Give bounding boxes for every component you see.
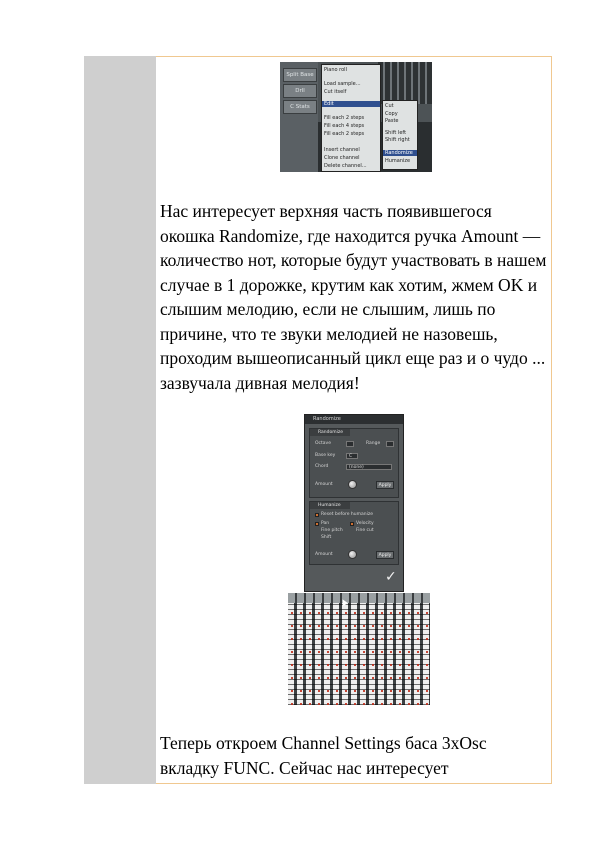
check-label: Shift [321, 535, 332, 540]
octave-label: Octave [315, 441, 331, 446]
panel-header: Humanize [310, 502, 350, 509]
menu-item: Piano roll [324, 67, 347, 73]
basekey-field: C [346, 453, 358, 459]
menu-item: Fill each 2 steps [324, 131, 365, 137]
chord-field: (none) [346, 464, 392, 470]
submenu-item-highlighted: Randomize [383, 150, 417, 156]
menu-item: Insert channel [324, 147, 360, 153]
amount-knob-icon [348, 550, 357, 559]
octave-field [346, 441, 354, 447]
submenu-item: Shift right [385, 137, 410, 143]
submenu-item: Cut [385, 103, 394, 109]
submenu-item: Shift left [385, 130, 407, 136]
menu-item: Fill each 4 steps [324, 123, 365, 129]
menu-item: Clone channel [324, 155, 360, 161]
panel-header: Randomize [310, 429, 350, 436]
step-grid [378, 62, 432, 104]
check-label: Fine pitch [321, 528, 343, 533]
dialog-title: Randomize [305, 415, 403, 424]
menu-screenshot [280, 62, 432, 172]
range-label: Range [366, 441, 381, 446]
piano-roll-screenshot [288, 593, 430, 705]
amount-label: Amount [315, 482, 333, 487]
submenu-item: Humanize [385, 158, 411, 164]
menu-item: Delete channel... [324, 163, 367, 169]
channel-button: Drll [283, 84, 317, 98]
amount-label: Amount [315, 552, 333, 557]
menu-item: Fill each 2 steps [324, 115, 365, 121]
channel-header-strip [288, 593, 430, 603]
channel-button: Split Base [283, 68, 317, 82]
submenu-item: Copy [385, 111, 398, 117]
checkbox-icon [350, 522, 354, 526]
context-menu [321, 64, 381, 172]
amount-knob-icon [348, 480, 357, 489]
menu-item: Cut itself [324, 89, 347, 95]
check-label: Pan [321, 521, 330, 526]
range-field [386, 441, 394, 447]
edit-submenu [382, 100, 418, 170]
basekey-label: Base key [315, 453, 336, 458]
submenu-item: Paste [385, 118, 399, 124]
randomize-dialog-screenshot [304, 414, 404, 592]
note-marks [288, 603, 430, 705]
confirm-check-icon: ✓ [385, 569, 397, 585]
checkbox-icon [315, 513, 319, 517]
humanize-panel [309, 501, 399, 565]
apply-button: Apply [376, 551, 394, 559]
body-paragraph: Теперь откроем Channel Settings баса 3xOsc вкладку FUNC. Сейчас нас интересует [160, 733, 487, 778]
body-paragraph: Нас интересует верхняя часть появившегося окошка Randomize, где находится ручка Amount — количество нот, которые будут участвовать в нашем случае в 1 дорожке, крутим как хотим, жмем OK и слышим мелодию, если не слышим, лишь по причине, что те звуки мелодией не назовешь, проходим вышеописанный цикл еще раз и о чудо ... зазвучала дивная мелодия! [160, 201, 547, 393]
page-margin-bar [84, 56, 156, 784]
checkbox-icon [315, 522, 319, 526]
menu-item-highlighted: Edit [322, 101, 380, 107]
randomize-panel [309, 428, 399, 498]
check-label: Fine cut [356, 528, 374, 533]
apply-button: Apply [376, 481, 394, 489]
check-label: Velocity [356, 521, 374, 526]
option-label: Reset before humanize [321, 512, 373, 517]
chord-label: Chord [315, 464, 329, 469]
channel-buttons-panel [280, 62, 318, 172]
menu-item: Load sample... [324, 81, 361, 87]
channel-button: C Stats [283, 100, 317, 114]
